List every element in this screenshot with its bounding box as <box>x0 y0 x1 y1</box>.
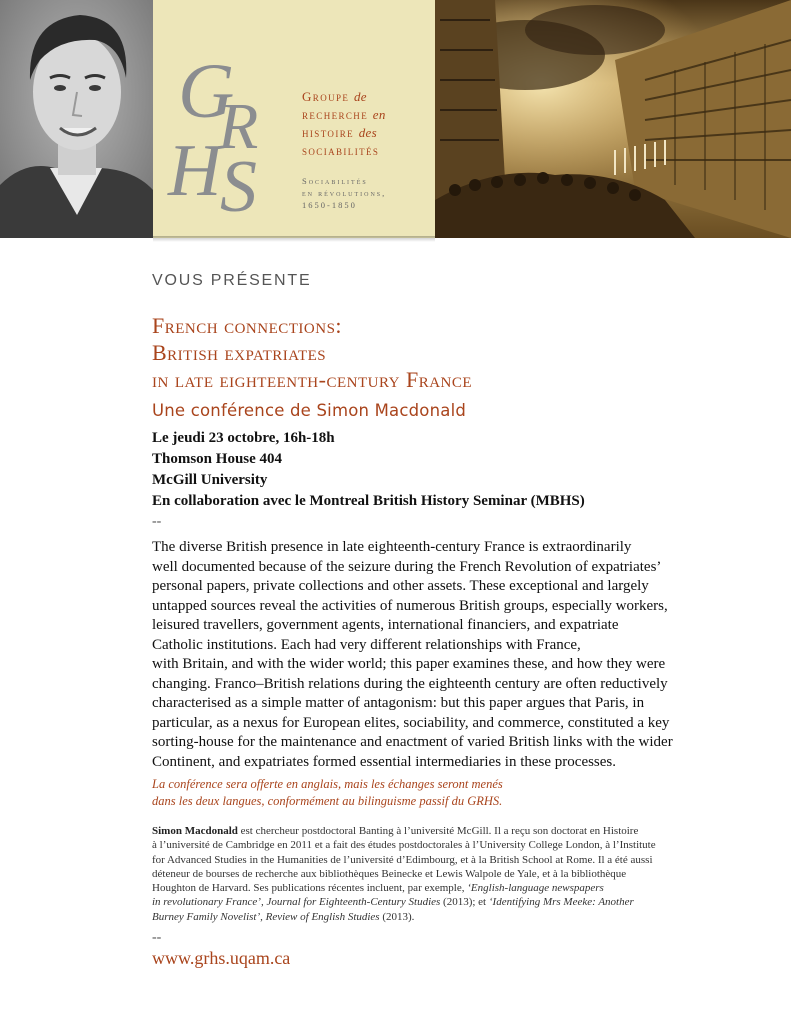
speaker-photo <box>0 0 153 238</box>
group-tagline: Sociabilités en révolutions, 1650-1850 <box>302 176 387 210</box>
event-venue: McGill University <box>152 472 268 488</box>
group-name-line: sociabilités <box>302 143 380 158</box>
event-details <box>152 428 585 512</box>
logo-letter-r: R <box>218 90 259 163</box>
group-name <box>302 88 386 160</box>
event-date: Le jeudi 23 octobre, 16h-18h <box>152 430 335 446</box>
logo-letter-s: S <box>220 146 257 228</box>
event-room: Thomson House 404 <box>152 451 283 467</box>
speaker-bio: Simon Macdonald est chercheur postdoctoral Banting à l’université McGill. Il a reçu son doctorat en Histoire à l’université de Cambridge en 2011 et a fait des études postdoctorales à l’University College London, à l’Institute for Advanced Studies in the Humanities de l’université d’Edimbourg, et à la British School at Rome. Il a été aussi déteneur de bourses de recherche aux bibliothèques Beinecke et Lewis Walpole de Yale, et à la bibliothèque Houghton de Harvard. Ses publications récentes incluent, par exemple, ‘English-language newspapers in revolutionary France’, Journal for Eighteenth-Century Studies (2013); et ‘Identifying Mrs Meeke: Another Burney Family Novelist’, Review of English Studies (2013). <box>152 825 656 923</box>
panel-shadow <box>153 236 435 242</box>
language-note: La conférence sera offerte en anglais, mais les échanges seront menés dans les deux langues, conformément au bilinguisme passif du GRHS. <box>152 777 503 808</box>
title-line: in late eighteenth-century France <box>152 367 473 392</box>
logo-letter-h: H <box>168 130 222 212</box>
engraving-image <box>435 0 791 238</box>
presents-label: VOUS PRÉSENTE <box>152 272 312 289</box>
logo-letter-g: G <box>178 47 235 134</box>
portrait-image <box>0 0 153 238</box>
footer-separator: -- <box>152 930 162 945</box>
group-name-line: histoire des <box>302 125 377 140</box>
historical-engraving <box>435 0 791 238</box>
website-link[interactable]: www.grhs.uqam.ca <box>152 948 291 968</box>
group-name-line: Groupe de <box>302 89 367 104</box>
title-line: French connections: <box>152 313 343 338</box>
header-banner <box>0 0 791 238</box>
speaker-name: Simon Macdonald <box>152 825 238 837</box>
event-partner: En collaboration avec le Montreal British History Seminar (MBHS) <box>152 493 585 509</box>
title-line: British expatriates <box>152 340 327 365</box>
separator: -- <box>152 514 162 529</box>
group-name-line: recherche en <box>302 107 386 122</box>
lecture-subtitle: Une conférence de Simon Macdonald <box>152 401 467 420</box>
abstract-text: The diverse British presence in late eighteenth-century France is extraordinarily well documented because of the seizure during the French Revolution of expatriates’ personal papers, private collections and other assets. These exceptional and largely untapped sources reveal the activities of numerous British groups, especially workers, leisured travellers, government agents, international financiers, and expatriate Catholic institutions. Each had very different relationships with France, with Britain, and with the wider world; this paper examines these, and how they were changing. Franco–British relations during the eighteenth century are often reductively characterised as a simple matter of antagonism: but this paper argues that Paris, in particular, as a nexus for European elites, sociability, and commerce, constituted a key sorting-house for the maintenance and enactment of varied British links with the wider Continent, and expatriates formed essential intermediaries in these processes. <box>152 539 673 770</box>
grhs-logo <box>168 47 286 228</box>
lecture-title <box>152 312 472 393</box>
